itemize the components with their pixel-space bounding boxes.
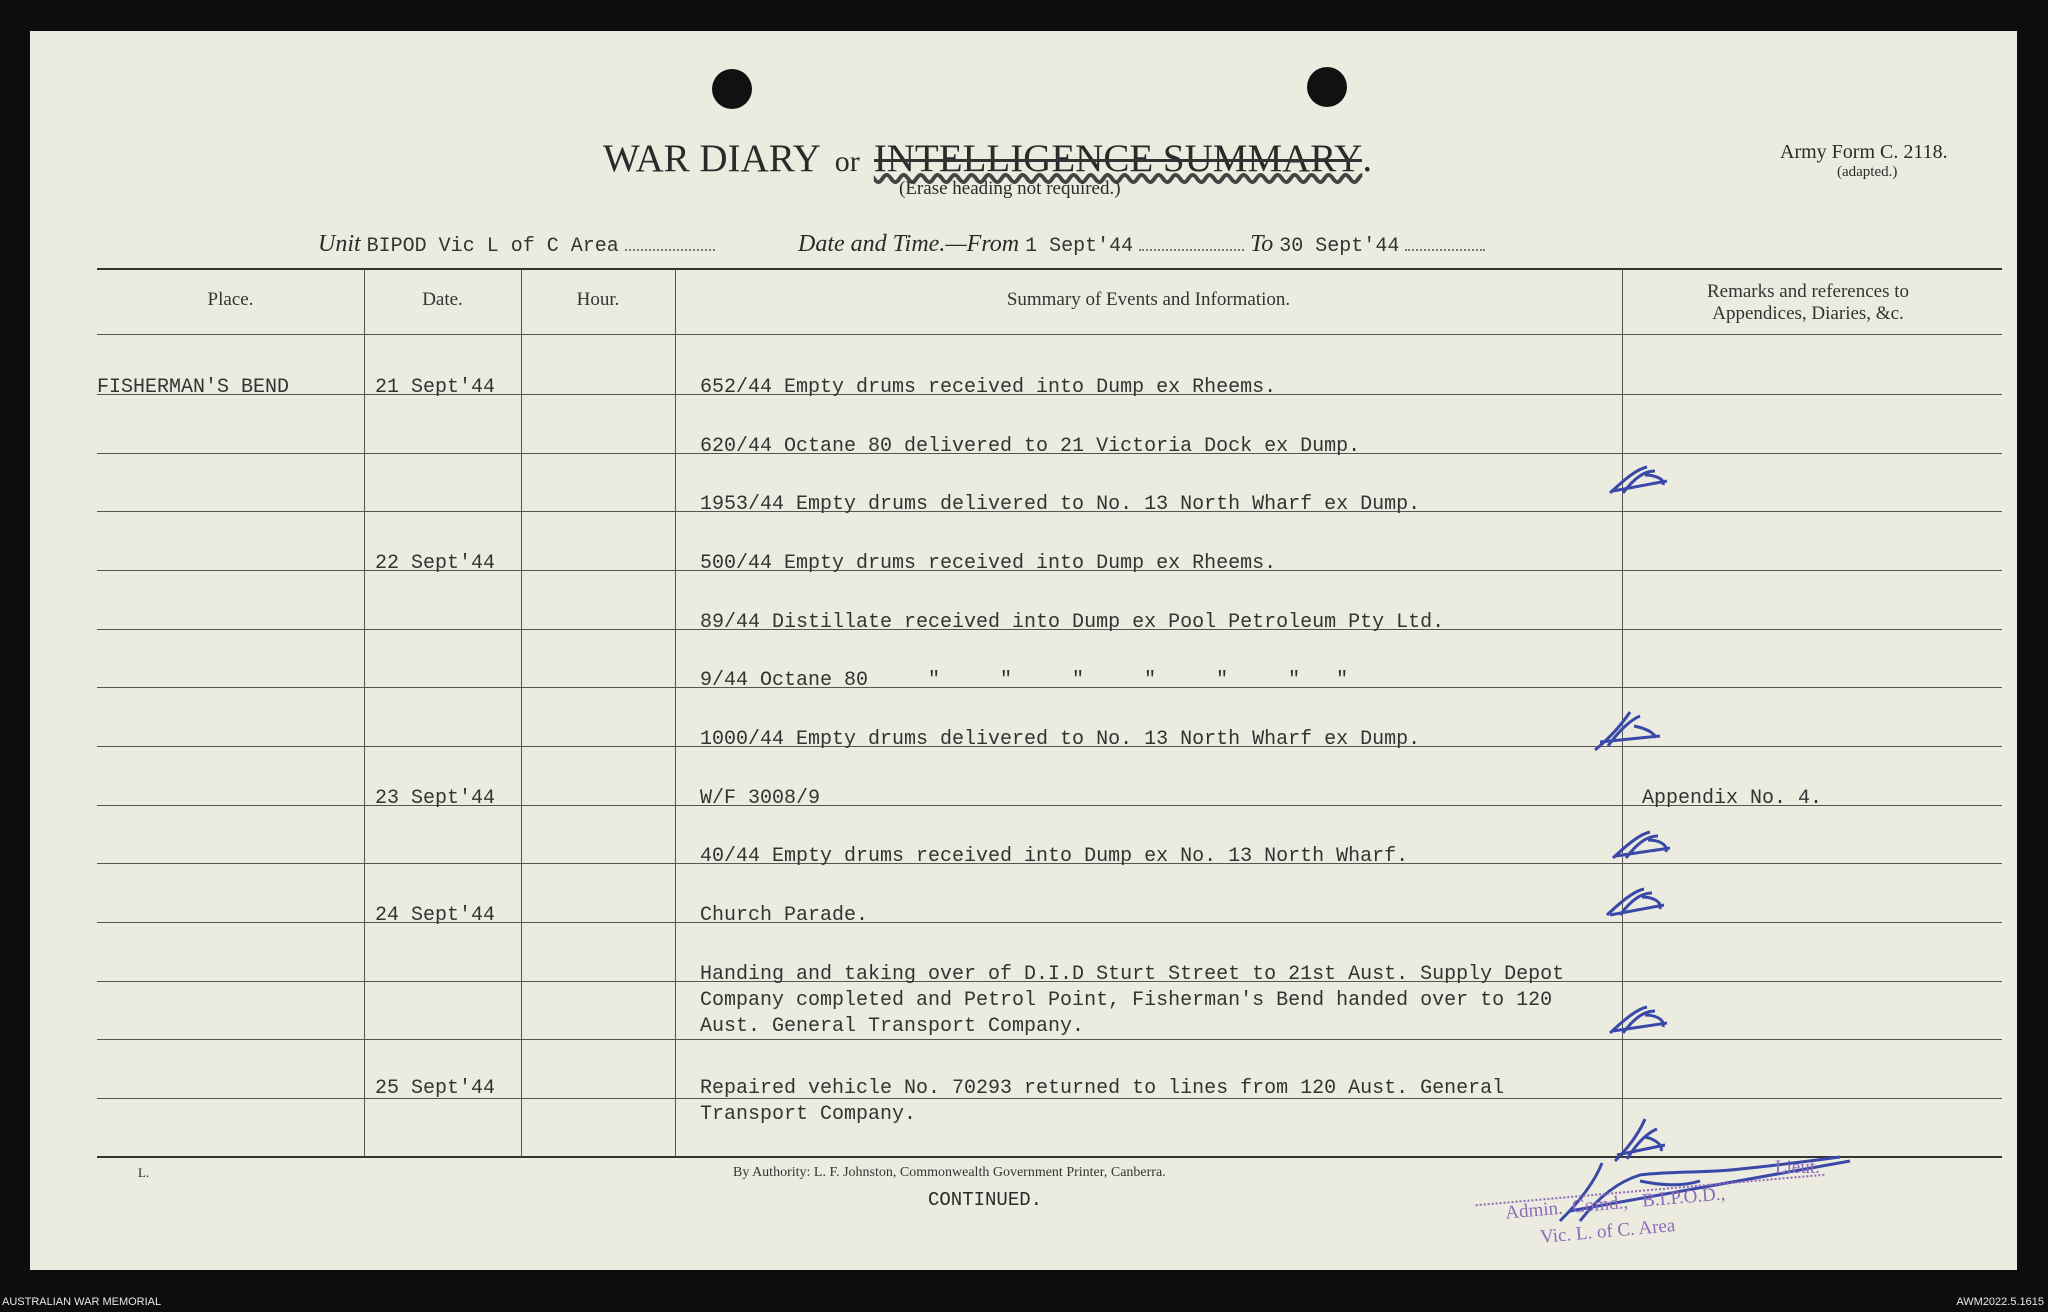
unit-label: Unit [318, 231, 361, 257]
handwritten-initial [1602, 883, 1672, 923]
entry-place: FISHERMAN'S BEND [97, 376, 290, 399]
handwritten-initial [1605, 461, 1675, 501]
entry-summary: 1953/44 Empty drums delivered to No. 13 North Wharf ex Dump. [700, 493, 1421, 516]
continued-note: CONTINUED. [928, 1189, 1043, 1211]
stamp-line-1: Admin. Comd., B.I.P.O.D., [1504, 1183, 1727, 1224]
punch-hole [712, 69, 752, 109]
admin-stamp [1475, 1157, 1835, 1271]
form-adapted-note: (adapted.) [1837, 164, 1898, 180]
war-diary-page [30, 31, 2017, 1270]
archive-caption-left: AUSTRALIAN WAR MEMORIAL [2, 1296, 162, 1308]
handwritten-initial [1605, 1001, 1675, 1041]
date-to-label: To [1250, 231, 1274, 257]
column-header-hour: Hour. [576, 289, 620, 310]
entry-summary: 9/44 Octane 80 " " " " " " " [700, 669, 1349, 692]
archive-caption-bar [0, 1270, 2048, 1312]
date-from-value: 1 Sept'44 [1025, 235, 1134, 258]
title-war-diary: WAR DIARY [603, 137, 821, 180]
title-or: or [834, 145, 860, 178]
erase-note: (Erase heading not required.) [899, 178, 1121, 199]
entry-summary: Repaired vehicle No. 70293 returned to lines from 120 Aust. General Transport Company. [700, 1077, 1505, 1126]
entry-summary: W/F 3008/9 [700, 787, 821, 810]
column-header-place: Place. [207, 289, 254, 310]
date-range-field [798, 231, 1485, 258]
entry-summary: 40/44 Empty drums received into Dump ex No. 13 North Wharf. [700, 845, 1409, 868]
title-struck-intelligence-summary: INTELLIGENCE SUMMARY [873, 137, 1363, 180]
date-from-label: Date and Time.—From [798, 231, 1020, 257]
date-to-value: 30 Sept'44 [1279, 235, 1400, 258]
entry-summary: 652/44 Empty drums received into Dump ex Rheems. [700, 376, 1277, 399]
entry-remarks: Appendix No. 4. [1642, 787, 1823, 810]
entry-date: 22 Sept'44 [375, 552, 496, 575]
archive-caption-right: AWM2022.5.1615 [1956, 1296, 2044, 1308]
stamp-line-2: Vic. L. of C. Area [1539, 1215, 1677, 1248]
entry-date: 25 Sept'44 [375, 1077, 496, 1100]
form-letter: L. [138, 1165, 150, 1180]
handwritten-initial [1608, 826, 1678, 866]
unit-value: BIPOD Vic L of C Area [366, 235, 619, 258]
punch-hole [1307, 67, 1347, 107]
column-header-summary: Summary of Events and Information. [1006, 289, 1291, 310]
entry-summary: Handing and taking over of D.I.D Sturt Street to 21st Aust. Supply Depot Company completed and Petrol Point, Fisherman's Bend handed over to 120 Aust. General Transport Company. [700, 963, 1565, 1038]
handwritten-initial [1590, 706, 1670, 756]
entry-summary: 89/44 Distillate received into Dump ex Pool Petroleum Pty Ltd. [700, 611, 1445, 634]
entry-date: 24 Sept'44 [375, 904, 496, 927]
stamp-rank: Lieut. [1775, 1157, 1820, 1178]
printer-authority: By Authority: L. F. Johnston, Commonwealth Government Printer, Canberra. [733, 1165, 1166, 1180]
unit-field [318, 231, 715, 258]
column-header-date: Date. [422, 289, 463, 310]
entry-summary: 1000/44 Empty drums delivered to No. 13 North Wharf ex Dump. [700, 728, 1421, 751]
entry-summary: 500/44 Empty drums received into Dump ex Rheems. [700, 552, 1277, 575]
entry-summary: Church Parade. [700, 904, 869, 927]
column-header-remarks: Remarks and references to Appendices, Diaries, &c. [1706, 281, 1910, 324]
page-title [603, 136, 1372, 181]
entry-date: 21 Sept'44 [375, 376, 496, 399]
entry-summary: 620/44 Octane 80 delivered to 21 Victoria Dock ex Dump. [700, 435, 1361, 458]
entry-date: 23 Sept'44 [375, 787, 496, 810]
title-period: . [1362, 137, 1373, 180]
army-form-number: Army Form C. 2118. [1780, 141, 1948, 163]
